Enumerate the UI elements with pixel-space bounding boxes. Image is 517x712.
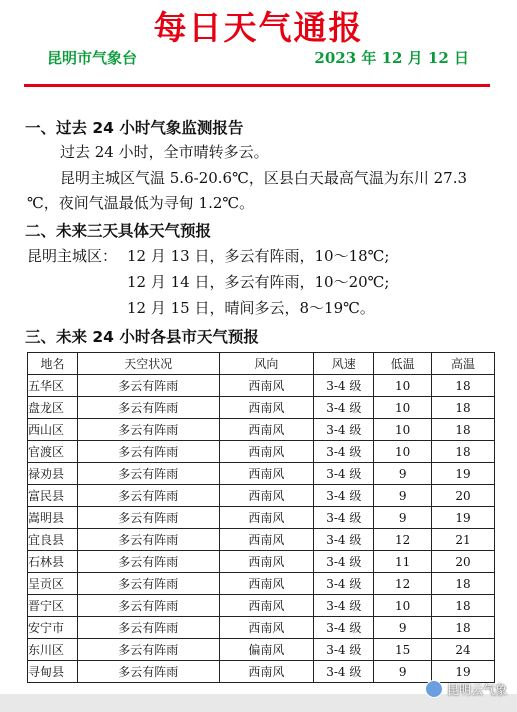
table-header-row	[28, 353, 495, 375]
cell-sky: 多云有阵雨	[77, 375, 219, 397]
cell-wind-direction: 西南风	[219, 441, 314, 463]
header-divider	[24, 84, 490, 87]
cell-place: 禄劝县	[28, 463, 78, 485]
section1-title: 一、过去 24 小时气象监测报告	[25, 119, 244, 137]
cell-wind-speed: 3-4 级	[314, 507, 374, 529]
cell-sky: 多云有阵雨	[77, 617, 219, 639]
cell-place: 呈贡区	[28, 573, 78, 595]
table-row	[28, 441, 495, 463]
header-high-temp: 高温	[432, 353, 495, 375]
cell-high-temp: 18	[432, 617, 495, 639]
cell-high-temp: 18	[432, 419, 495, 441]
cell-sky: 多云有阵雨	[77, 595, 219, 617]
forecast-day3: 12 月 15 日，晴间多云，8～19℃。	[127, 299, 375, 317]
cell-sky: 多云有阵雨	[77, 507, 219, 529]
page-title: 每日天气通报	[153, 8, 364, 47]
cell-high-temp: 20	[432, 485, 495, 507]
cell-wind-speed: 3-4 级	[314, 441, 374, 463]
section1-temps-line1: 昆明主城区气温 5.6-20.6℃，区县白天最高气温为东川 27.3	[60, 169, 468, 187]
cell-wind-direction: 西南风	[219, 485, 314, 507]
cell-wind-speed: 3-4 级	[314, 529, 374, 551]
cell-high-temp: 19	[432, 463, 495, 485]
header-subtitle-row	[0, 47, 517, 67]
cell-wind-direction: 西南风	[219, 551, 314, 573]
cell-place: 晋宁区	[28, 595, 78, 617]
cell-place: 西山区	[28, 419, 78, 441]
cell-wind-direction: 西南风	[219, 529, 314, 551]
cell-low-temp: 9	[374, 661, 432, 683]
cell-place: 富民县	[28, 485, 78, 507]
cell-wind-speed: 3-4 级	[314, 375, 374, 397]
cell-wind-speed: 3-4 级	[314, 419, 374, 441]
cell-low-temp: 12	[374, 573, 432, 595]
cell-sky: 多云有阵雨	[77, 441, 219, 463]
table-row	[28, 617, 495, 639]
table-row	[28, 507, 495, 529]
cell-wind-speed: 3-4 级	[314, 639, 374, 661]
cell-low-temp: 9	[374, 507, 432, 529]
cell-low-temp: 10	[374, 441, 432, 463]
cell-wind-speed: 3-4 级	[314, 485, 374, 507]
cell-wind-speed: 3-4 级	[314, 595, 374, 617]
table-row	[28, 529, 495, 551]
cell-place: 嵩明县	[28, 507, 78, 529]
cell-low-temp: 9	[374, 617, 432, 639]
cell-place: 盘龙区	[28, 397, 78, 419]
table-row	[28, 551, 495, 573]
cell-high-temp: 18	[432, 397, 495, 419]
cell-high-temp: 24	[432, 639, 495, 661]
cell-low-temp: 15	[374, 639, 432, 661]
cell-sky: 多云有阵雨	[77, 573, 219, 595]
table-row	[28, 375, 495, 397]
cell-low-temp: 10	[374, 375, 432, 397]
cell-low-temp: 9	[374, 485, 432, 507]
cell-wind-speed: 3-4 级	[314, 463, 374, 485]
cell-wind-direction: 西南风	[219, 397, 314, 419]
cell-wind-direction: 西南风	[219, 661, 314, 683]
cell-low-temp: 11	[374, 551, 432, 573]
cell-sky: 多云有阵雨	[77, 551, 219, 573]
forecast-area-label: 昆明主城区：	[27, 247, 118, 265]
cell-sky: 多云有阵雨	[77, 463, 219, 485]
cell-wind-speed: 3-4 级	[314, 551, 374, 573]
cell-high-temp: 18	[432, 573, 495, 595]
county-forecast-table	[27, 352, 495, 683]
cell-place: 东川区	[28, 639, 78, 661]
cell-wind-speed: 3-4 级	[314, 617, 374, 639]
cell-place: 寻甸县	[28, 661, 78, 683]
cell-place: 石林县	[28, 551, 78, 573]
cell-wind-direction: 西南风	[219, 375, 314, 397]
table-row	[28, 595, 495, 617]
cell-place: 五华区	[28, 375, 78, 397]
cell-high-temp: 20	[432, 551, 495, 573]
cell-high-temp: 18	[432, 595, 495, 617]
watermark	[425, 678, 507, 700]
cell-high-temp: 21	[432, 529, 495, 551]
header-wind-direction: 风向	[219, 353, 314, 375]
header-wind-speed: 风速	[314, 353, 374, 375]
cell-wind-direction: 西南风	[219, 463, 314, 485]
section1-temps-line2: ℃，夜间气温最低为寻甸 1.2℃。	[27, 194, 255, 212]
forecast-day2: 12 月 14 日，多云有阵雨，10～20℃;	[127, 273, 390, 291]
cell-sky: 多云有阵雨	[77, 397, 219, 419]
cell-high-temp: 19	[432, 507, 495, 529]
table-row	[28, 485, 495, 507]
cell-low-temp: 10	[374, 595, 432, 617]
table-row	[28, 463, 495, 485]
section2-title: 二、未来三天具体天气预报	[25, 222, 212, 240]
cell-wind-speed: 3-4 级	[314, 573, 374, 595]
section1-summary: 过去 24 小时，全市晴转多云。	[60, 143, 269, 161]
cloud-logo-icon	[425, 680, 443, 698]
cell-wind-direction: 偏南风	[219, 639, 314, 661]
cell-low-temp: 10	[374, 419, 432, 441]
cell-low-temp: 9	[374, 463, 432, 485]
table-row	[28, 397, 495, 419]
cell-sky: 多云有阵雨	[77, 485, 219, 507]
cell-place: 官渡区	[28, 441, 78, 463]
table-row	[28, 419, 495, 441]
cell-wind-direction: 西南风	[219, 617, 314, 639]
cell-wind-direction: 西南风	[219, 419, 314, 441]
cell-wind-speed: 3-4 级	[314, 397, 374, 419]
issuer-label: 昆明市气象台	[47, 49, 138, 67]
cell-sky: 多云有阵雨	[77, 419, 219, 441]
header-place: 地名	[28, 353, 78, 375]
header-sky: 天空状况	[77, 353, 219, 375]
section3-title: 三、未来 24 小时各县市天气预报	[25, 328, 259, 346]
issue-date: 2023 年 12 月 12 日	[314, 49, 469, 67]
table-row	[28, 639, 495, 661]
header-low-temp: 低温	[374, 353, 432, 375]
cell-sky: 多云有阵雨	[77, 661, 219, 683]
cell-low-temp: 10	[374, 397, 432, 419]
cell-wind-direction: 西南风	[219, 507, 314, 529]
table-row	[28, 573, 495, 595]
watermark-text: 昆明云气象	[446, 682, 507, 697]
cell-low-temp: 12	[374, 529, 432, 551]
cell-sky: 多云有阵雨	[77, 639, 219, 661]
cell-place: 宜良县	[28, 529, 78, 551]
cell-sky: 多云有阵雨	[77, 529, 219, 551]
cell-wind-speed: 3-4 级	[314, 661, 374, 683]
cell-wind-direction: 西南风	[219, 595, 314, 617]
forecast-day1: 12 月 13 日，多云有阵雨，10～18℃;	[127, 247, 390, 265]
cell-wind-direction: 西南风	[219, 573, 314, 595]
cell-high-temp: 19	[432, 661, 495, 683]
cell-high-temp: 18	[432, 441, 495, 463]
cell-high-temp: 18	[432, 375, 495, 397]
cell-place: 安宁市	[28, 617, 78, 639]
